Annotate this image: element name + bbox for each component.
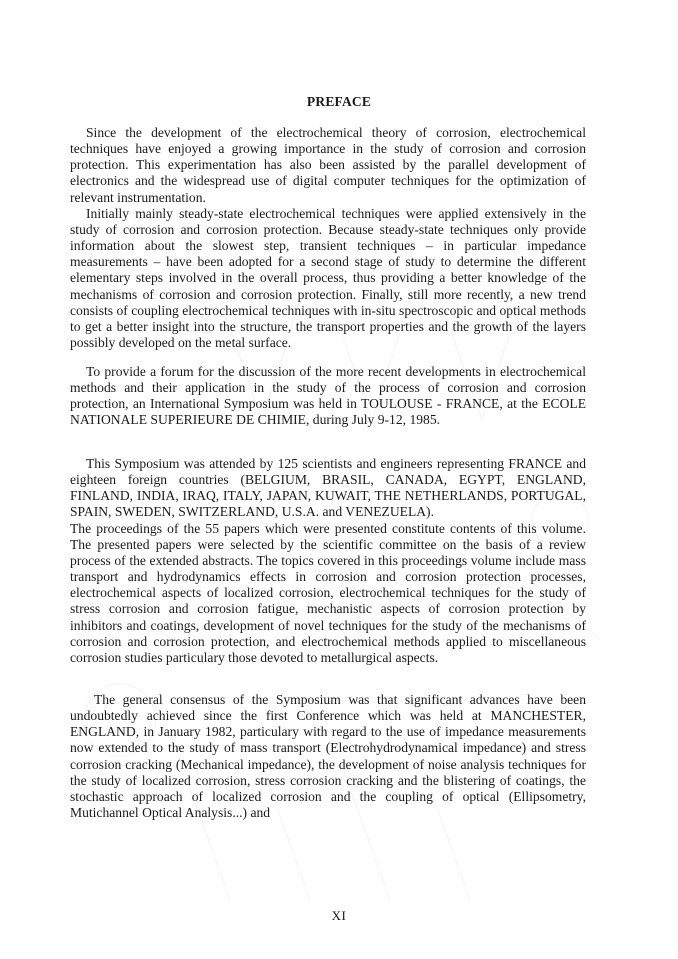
body-section-4 [70, 692, 586, 821]
paragraph: The general consensus of the Symposium was that significant advances have been undoubtedly achieved since the first Conference which was held at MANCHESTER, ENGLAND, in January 1982, particulary with regard to the use of impedance measurements now extended to the study of mass transport (Electrohydrodynamical impedance) and stress corrosion cracking (Mechanical impedance), the development of noise analysis techniques for the study of localized corrosion, stress corrosion cracking and the blistering of coatings, the stochastic approach of localized corrosion and the coupling of optical (Ellipsometry, Mutichannel Optical Analysis...) and [70, 692, 586, 821]
page-number: XI [331, 908, 347, 923]
page-title: PREFACE [306, 94, 372, 109]
paragraph: The proceedings of the 55 papers which were presented constitute contents of this volume. The presented papers were selected by the scientific committee on the basis of a review process of the extended abstracts. The topics covered in this proceedings volume include mass transport and hydrodynamics effects in corrosion and corrosion protection processes, electrochemical aspects of localized corrosion, electrochemical techniques for the study of stress corrosion and corrosion fatigue, mechanistic aspects of corrosion protection by inhibitors and coatings, development of novel techniques for the study of the mechanisms of corrosion and corrosion protection, and electrochemical methods applied to miscellaneous corrosion studies particulary those devoted to metallurgical aspects. [70, 520, 586, 665]
paragraph: Initially mainly steady-state electrochemical techniques were applied extensively in the study of corrosion and corrosion protection. Because steady-state techniques only provide information about the slowest step, transient techniques – in particular impedance measurements – have been adopted for a second stage of study to determine the different elementary steps involved in the overall process, thus providing a better knowledge of the mechanisms of corrosion and corrosion protection. Finally, still more recently, a new trend consists of coupling electrochemical techniques with in-situ spectroscopic and optical methods to get a better insight into the structure, the transport properties and the growth of the layers possibly developed on the metal surface. [70, 205, 586, 351]
paragraph: This Symposium was attended by 125 scientists and engineers representing FRANCE and eighteen foreign countries (BELGIUM, BRASIL, CANADA, EGYPT, ENGLAND, FINLAND, INDIA, IRAQ, ITALY, JAPAN, KUWAIT, THE NETHERLANDS, PORTUGAL, SPAIN, SWEDEN, SWITZERLAND, U.S.A. and VENEZUELA). [70, 456, 586, 520]
paragraph: To provide a forum for the discussion of the more recent developments in electrochemical methods and their application in the study of the process of corrosion and corrosion protection, an International Symposium was held in TOULOUSE - FRANCE, at the ECOLE NATIONALE SUPERIEURE DE CHIMIE, during July 9-12, 1985. [70, 364, 586, 428]
body-section-3 [70, 456, 586, 666]
paragraph: Since the development of the electrochemical theory of corrosion, electrochemical techniques have enjoyed a growing importance in the study of corrosion and corrosion protection. This experimentation has also been assisted by the parallel development of electronics and the widespread use of digital computer techniques for the optimization of relevant instrumentation. [70, 125, 586, 205]
body-section-2 [70, 364, 586, 429]
body-section-1 [70, 125, 586, 351]
